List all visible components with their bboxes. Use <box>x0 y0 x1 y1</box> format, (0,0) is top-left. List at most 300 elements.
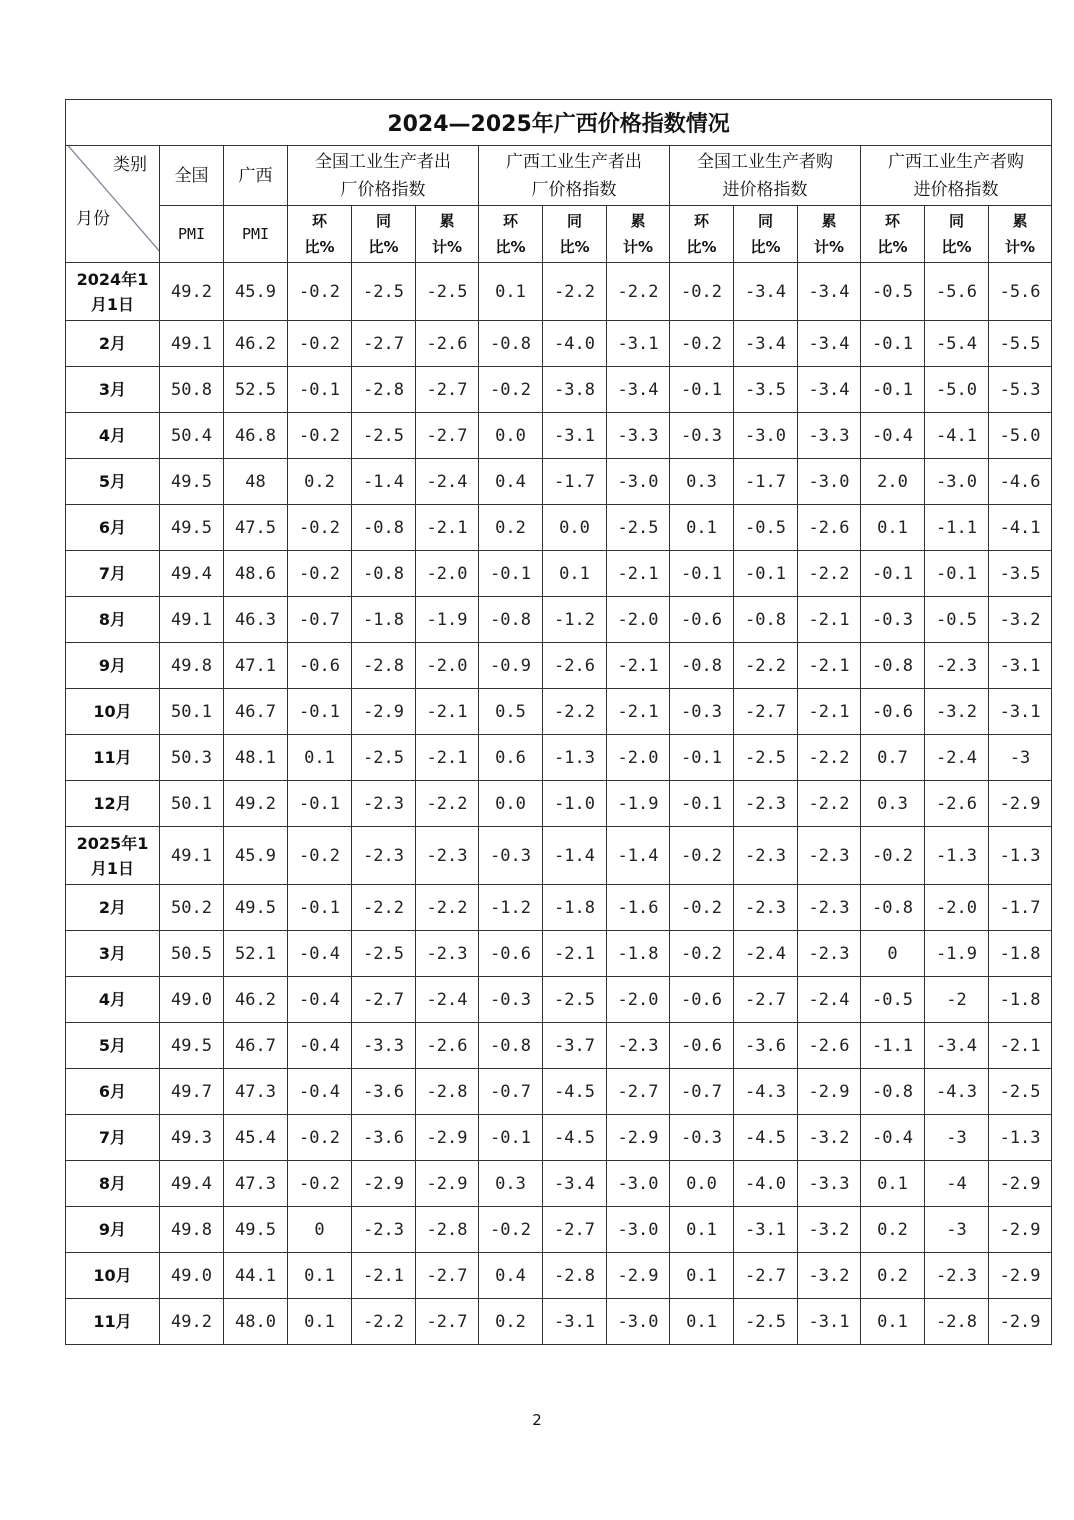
value-cell: -0.6 <box>861 689 925 735</box>
value-cell: 44.1 <box>224 1253 288 1299</box>
value-cell: -4.3 <box>925 1069 989 1115</box>
row-label <box>66 931 160 977</box>
value-cell: -0.1 <box>861 551 925 597</box>
value-cell: -0.1 <box>670 781 734 827</box>
subheader-mom-bottom: 比% <box>686 238 717 256</box>
value-cell: -3.1 <box>543 1299 607 1345</box>
value-cell: -0.6 <box>670 977 734 1023</box>
value-cell: 49.8 <box>160 643 224 689</box>
value-cell: -4.0 <box>734 1161 798 1207</box>
value-cell: -2.5 <box>989 1069 1052 1115</box>
group-national-ppi-out-line2: 厂价格指数 <box>340 179 426 200</box>
value-cell: -2.3 <box>352 781 416 827</box>
value-cell: -0.2 <box>288 1161 352 1207</box>
value-cell: -0.7 <box>479 1069 543 1115</box>
value-cell: 48.6 <box>224 551 288 597</box>
subheader-row <box>66 206 1052 263</box>
value-cell: -5.5 <box>989 321 1052 367</box>
value-cell: -0.2 <box>288 263 352 321</box>
row-label-line: 8月 <box>98 1174 127 1193</box>
value-cell: -2.6 <box>416 321 479 367</box>
value-cell: -2.2 <box>416 885 479 931</box>
row-label-line: 10月 <box>93 1266 132 1285</box>
value-cell: 49.0 <box>160 977 224 1023</box>
value-cell: 52.5 <box>224 367 288 413</box>
value-cell: -2.9 <box>989 781 1052 827</box>
value-cell: 49.5 <box>160 1023 224 1069</box>
value-cell: -0.6 <box>670 597 734 643</box>
table-title: 2024—2025年广西价格指数情况 <box>66 100 1052 146</box>
value-cell: -1.7 <box>543 459 607 505</box>
value-cell: 49.1 <box>160 597 224 643</box>
subheader-cum-bottom: 计% <box>431 238 463 256</box>
value-cell: -4.1 <box>989 505 1052 551</box>
value-cell: -3.4 <box>798 263 861 321</box>
table-body <box>66 263 1052 1345</box>
value-cell: 0.2 <box>288 459 352 505</box>
table-row <box>66 263 1052 321</box>
value-cell: -4.6 <box>989 459 1052 505</box>
value-cell: -0.5 <box>734 505 798 551</box>
value-cell: -2.3 <box>798 827 861 885</box>
value-cell: -2.9 <box>989 1161 1052 1207</box>
value-cell: 0.1 <box>861 1161 925 1207</box>
value-cell: -0.2 <box>479 367 543 413</box>
value-cell: -0.2 <box>670 263 734 321</box>
value-cell: 0.2 <box>479 505 543 551</box>
value-cell: 0.0 <box>479 413 543 459</box>
value-cell: -2.1 <box>352 1253 416 1299</box>
value-cell: -2.6 <box>798 1023 861 1069</box>
value-cell: 0.0 <box>543 505 607 551</box>
subheader-mom-g4 <box>861 206 925 263</box>
value-cell: -2.2 <box>543 263 607 321</box>
value-cell: -2.1 <box>416 735 479 781</box>
value-cell: -2.7 <box>734 689 798 735</box>
value-cell: -0.2 <box>288 1115 352 1161</box>
value-cell: -2.5 <box>607 505 670 551</box>
value-cell: -5.6 <box>925 263 989 321</box>
table-row <box>66 735 1052 781</box>
value-cell: -3.2 <box>798 1207 861 1253</box>
value-cell: -1.9 <box>416 597 479 643</box>
row-label-line: 4月 <box>98 426 127 445</box>
value-cell: -2.9 <box>989 1253 1052 1299</box>
value-cell: -4 <box>925 1161 989 1207</box>
value-cell: 0.1 <box>288 735 352 781</box>
value-cell: 0.5 <box>479 689 543 735</box>
row-label-line: 9月 <box>98 1220 127 1239</box>
value-cell: -2.4 <box>734 931 798 977</box>
value-cell: 49.3 <box>160 1115 224 1161</box>
subheader-yoy-g2 <box>543 206 607 263</box>
value-cell: -2.1 <box>989 1023 1052 1069</box>
value-cell: 50.3 <box>160 735 224 781</box>
value-cell: -3.3 <box>798 413 861 459</box>
value-cell: -2.2 <box>798 735 861 781</box>
value-cell: -0.2 <box>670 827 734 885</box>
value-cell: -3.0 <box>607 1161 670 1207</box>
value-cell: -2.1 <box>607 551 670 597</box>
value-cell: -1.4 <box>607 827 670 885</box>
group-guangxi-ppi-out-line1: 广西工业生产者出 <box>506 151 642 172</box>
value-cell: -2.8 <box>543 1253 607 1299</box>
subheader-cum-g3 <box>798 206 861 263</box>
row-label <box>66 1253 160 1299</box>
value-cell: -0.1 <box>925 551 989 597</box>
value-cell: 0.3 <box>479 1161 543 1207</box>
row-label-line: 2025年1 <box>76 833 149 853</box>
value-cell: 50.8 <box>160 367 224 413</box>
value-cell: 0.0 <box>670 1161 734 1207</box>
subheader-mom-top: 环 <box>884 212 900 230</box>
value-cell: -2.5 <box>734 735 798 781</box>
value-cell: 50.2 <box>160 885 224 931</box>
subheader-mom-bottom: 比% <box>877 238 908 256</box>
row-label-line: 3月 <box>98 944 127 963</box>
table-row <box>66 367 1052 413</box>
value-cell: -3.3 <box>607 413 670 459</box>
table-row <box>66 885 1052 931</box>
value-cell: -2.1 <box>798 597 861 643</box>
subheader-cum-top: 累 <box>1012 212 1028 230</box>
value-cell: -2.7 <box>416 1253 479 1299</box>
value-cell: -2.6 <box>416 1023 479 1069</box>
subheader-mom-bottom: 比% <box>304 238 335 256</box>
value-cell: -3.6 <box>352 1069 416 1115</box>
value-cell: 45.9 <box>224 263 288 321</box>
value-cell: -0.8 <box>479 321 543 367</box>
value-cell: -4.3 <box>734 1069 798 1115</box>
value-cell: -0.8 <box>352 551 416 597</box>
table-row <box>66 643 1052 689</box>
subheader-cum-g1 <box>416 206 479 263</box>
value-cell: -3.0 <box>607 1299 670 1345</box>
value-cell: -4.0 <box>543 321 607 367</box>
value-cell: -0.3 <box>479 827 543 885</box>
subheader-yoy-bottom: 比% <box>368 238 399 256</box>
value-cell: -0.5 <box>925 597 989 643</box>
row-label <box>66 1299 160 1345</box>
table-row <box>66 689 1052 735</box>
value-cell: 0.6 <box>479 735 543 781</box>
value-cell: -2.1 <box>607 643 670 689</box>
row-label <box>66 1161 160 1207</box>
value-cell: -2.3 <box>352 827 416 885</box>
value-cell: -2.7 <box>352 321 416 367</box>
value-cell: -1.8 <box>607 931 670 977</box>
value-cell: -3.1 <box>798 1299 861 1345</box>
value-cell: -2.3 <box>925 1253 989 1299</box>
value-cell: -0.1 <box>861 321 925 367</box>
value-cell: 49.5 <box>224 1207 288 1253</box>
value-cell: -2.9 <box>989 1207 1052 1253</box>
group-national-ppi-out-line1: 全国工业生产者出 <box>315 151 451 172</box>
value-cell: -2.3 <box>734 885 798 931</box>
value-cell: -2.1 <box>416 689 479 735</box>
value-cell: -1.8 <box>352 597 416 643</box>
table-row <box>66 321 1052 367</box>
value-cell: -3.2 <box>798 1253 861 1299</box>
value-cell: -0.2 <box>479 1207 543 1253</box>
row-label <box>66 781 160 827</box>
value-cell: -2.5 <box>352 413 416 459</box>
value-cell: 0.0 <box>479 781 543 827</box>
row-label-line: 11月 <box>93 748 132 767</box>
group-national-ppi-in-line1: 全国工业生产者购 <box>697 151 833 172</box>
row-label-line: 月1日 <box>90 858 135 878</box>
value-cell: -0.2 <box>861 827 925 885</box>
value-cell: -0.7 <box>670 1069 734 1115</box>
value-cell: 0.1 <box>670 1253 734 1299</box>
value-cell: 49.2 <box>160 1299 224 1345</box>
table-row <box>66 551 1052 597</box>
row-label <box>66 885 160 931</box>
value-cell: -3 <box>989 735 1052 781</box>
value-cell: -5.3 <box>989 367 1052 413</box>
value-cell: 0.4 <box>479 1253 543 1299</box>
value-cell: 0.1 <box>288 1253 352 1299</box>
value-cell: -2.5 <box>416 263 479 321</box>
value-cell: -3.1 <box>989 689 1052 735</box>
value-cell: 49.1 <box>160 827 224 885</box>
value-cell: -3.5 <box>734 367 798 413</box>
value-cell: -3.2 <box>989 597 1052 643</box>
row-label-line: 9月 <box>98 656 127 675</box>
value-cell: -2.5 <box>352 735 416 781</box>
value-cell: -2.3 <box>798 885 861 931</box>
value-cell: -1.3 <box>543 735 607 781</box>
value-cell: 46.2 <box>224 321 288 367</box>
value-cell: -1.7 <box>734 459 798 505</box>
row-label <box>66 367 160 413</box>
value-cell: 49.8 <box>160 1207 224 1253</box>
row-label-line: 2月 <box>98 334 127 353</box>
value-cell: 49.5 <box>224 885 288 931</box>
value-cell: -2.4 <box>416 977 479 1023</box>
table-row <box>66 459 1052 505</box>
table-row <box>66 597 1052 643</box>
value-cell: 0.7 <box>861 735 925 781</box>
value-cell: -3.4 <box>734 321 798 367</box>
table-row <box>66 505 1052 551</box>
value-cell: -2.9 <box>416 1115 479 1161</box>
group-guangxi-ppi-in <box>861 146 1052 206</box>
value-cell: -0.8 <box>734 597 798 643</box>
value-cell: -0.4 <box>288 1023 352 1069</box>
value-cell: -4.5 <box>543 1115 607 1161</box>
value-cell: -2.9 <box>352 1161 416 1207</box>
value-cell: -2.5 <box>734 1299 798 1345</box>
value-cell: -1.1 <box>861 1023 925 1069</box>
value-cell: -1.2 <box>543 597 607 643</box>
value-cell: -3.0 <box>607 459 670 505</box>
pmi-guangxi-header: PMI <box>224 206 288 263</box>
value-cell: -0.3 <box>670 689 734 735</box>
value-cell: 50.4 <box>160 413 224 459</box>
value-cell: -0.1 <box>670 367 734 413</box>
subheader-cum-top: 累 <box>821 212 837 230</box>
value-cell: 52.1 <box>224 931 288 977</box>
group-guangxi-ppi-out <box>479 146 670 206</box>
value-cell: -0.2 <box>288 551 352 597</box>
value-cell: 0.2 <box>479 1299 543 1345</box>
row-label-line: 4月 <box>98 990 127 1009</box>
value-cell: 0.4 <box>479 459 543 505</box>
value-cell: 49.5 <box>160 505 224 551</box>
subheader-yoy-bottom: 比% <box>559 238 590 256</box>
value-cell: -3.4 <box>798 367 861 413</box>
value-cell: -3.3 <box>798 1161 861 1207</box>
value-cell: -2.4 <box>925 735 989 781</box>
value-cell: -0.4 <box>288 931 352 977</box>
value-cell: -0.3 <box>670 1115 734 1161</box>
row-label-line: 5月 <box>98 1036 127 1055</box>
value-cell: -2.5 <box>352 931 416 977</box>
value-cell: -0.2 <box>670 931 734 977</box>
row-label-line: 3月 <box>98 380 127 399</box>
value-cell: -3.4 <box>798 321 861 367</box>
value-cell: -2.4 <box>416 459 479 505</box>
value-cell: 0.1 <box>861 1299 925 1345</box>
value-cell: 46.8 <box>224 413 288 459</box>
group-national-ppi-in-line2: 进价格指数 <box>722 179 808 200</box>
value-cell: -3.6 <box>734 1023 798 1069</box>
value-cell: -2.4 <box>798 977 861 1023</box>
value-cell: -2.2 <box>416 781 479 827</box>
value-cell: -2.6 <box>543 643 607 689</box>
value-cell: -0.2 <box>670 321 734 367</box>
row-label <box>66 505 160 551</box>
value-cell: 46.3 <box>224 597 288 643</box>
value-cell: -0.2 <box>670 885 734 931</box>
value-cell: 50.1 <box>160 689 224 735</box>
value-cell: -0.2 <box>288 827 352 885</box>
group-guangxi-ppi-in-line1: 广西工业生产者购 <box>888 151 1025 172</box>
value-cell: -1.9 <box>607 781 670 827</box>
value-cell: -2.6 <box>925 781 989 827</box>
value-cell: -3.3 <box>352 1023 416 1069</box>
value-cell: -2.9 <box>989 1299 1052 1345</box>
row-label-line: 2024年1 <box>76 269 149 289</box>
value-cell: 0 <box>288 1207 352 1253</box>
value-cell: -2.5 <box>352 263 416 321</box>
value-cell: -2.9 <box>798 1069 861 1115</box>
table-row <box>66 1253 1052 1299</box>
value-cell: 0.1 <box>670 1299 734 1345</box>
value-cell: -4.5 <box>543 1069 607 1115</box>
value-cell: -0.9 <box>479 643 543 689</box>
value-cell: -0.4 <box>288 977 352 1023</box>
value-cell: 48.0 <box>224 1299 288 1345</box>
value-cell: -2.2 <box>734 643 798 689</box>
value-cell: 48.1 <box>224 735 288 781</box>
value-cell: -3.5 <box>989 551 1052 597</box>
value-cell: 0.2 <box>861 1253 925 1299</box>
table-row <box>66 1115 1052 1161</box>
value-cell: -3.6 <box>352 1115 416 1161</box>
value-cell: 0.1 <box>670 505 734 551</box>
value-cell: 0.1 <box>543 551 607 597</box>
value-cell: -3.2 <box>798 1115 861 1161</box>
value-cell: -0.4 <box>288 1069 352 1115</box>
subheader-cum-bottom: 计% <box>1005 238 1036 256</box>
value-cell: 0.1 <box>670 1207 734 1253</box>
value-cell: -2.1 <box>798 689 861 735</box>
value-cell: -0.1 <box>288 885 352 931</box>
value-cell: -1.4 <box>352 459 416 505</box>
value-cell: 49.0 <box>160 1253 224 1299</box>
value-cell: 45.9 <box>224 827 288 885</box>
value-cell: 47.3 <box>224 1069 288 1115</box>
row-label <box>66 735 160 781</box>
row-label-line: 10月 <box>93 702 132 721</box>
value-cell: 49.4 <box>160 551 224 597</box>
value-cell: -0.8 <box>479 1023 543 1069</box>
value-cell: -4.5 <box>734 1115 798 1161</box>
subheader-yoy-g4 <box>925 206 989 263</box>
value-cell: 45.4 <box>224 1115 288 1161</box>
value-cell: -2.8 <box>352 643 416 689</box>
row-label <box>66 689 160 735</box>
value-cell: -2.7 <box>734 1253 798 1299</box>
pmi-national-header: PMI <box>160 206 224 263</box>
value-cell: -2.0 <box>607 735 670 781</box>
value-cell: -2.3 <box>734 827 798 885</box>
value-cell: 0.1 <box>288 1299 352 1345</box>
subheader-yoy-top: 同 <box>566 212 582 230</box>
value-cell: -2.9 <box>416 1161 479 1207</box>
price-index-sheet <box>65 99 1052 1345</box>
row-label-line: 6月 <box>98 518 127 537</box>
value-cell: -0.2 <box>288 321 352 367</box>
value-cell: 46.7 <box>224 689 288 735</box>
value-cell: 49.4 <box>160 1161 224 1207</box>
value-cell: -3 <box>925 1115 989 1161</box>
table-row <box>66 827 1052 885</box>
group-national-ppi-out <box>288 146 479 206</box>
group-guangxi-ppi-in-line2: 进价格指数 <box>913 179 999 200</box>
value-cell: -0.8 <box>479 597 543 643</box>
value-cell: -2.1 <box>543 931 607 977</box>
value-cell: -1.8 <box>989 977 1052 1023</box>
value-cell: 0.1 <box>861 505 925 551</box>
value-cell: 47.5 <box>224 505 288 551</box>
value-cell: -0.8 <box>352 505 416 551</box>
row-label <box>66 551 160 597</box>
row-label-line: 5月 <box>98 472 127 491</box>
value-cell: -2.3 <box>607 1023 670 1069</box>
subheader-mom-bottom: 比% <box>495 238 526 256</box>
value-cell: -2.3 <box>734 781 798 827</box>
value-cell: -2.3 <box>798 931 861 977</box>
row-label-line: 12月 <box>93 794 132 813</box>
value-cell: -3.8 <box>543 367 607 413</box>
subheader-mom-g3 <box>670 206 734 263</box>
value-cell: -2.9 <box>352 689 416 735</box>
value-cell: 49.2 <box>160 263 224 321</box>
value-cell: -0.7 <box>288 597 352 643</box>
value-cell: -1.9 <box>925 931 989 977</box>
subheader-cum-top: 累 <box>439 212 455 230</box>
value-cell: -2.2 <box>607 263 670 321</box>
value-cell: -3.1 <box>543 413 607 459</box>
row-label <box>66 1069 160 1115</box>
row-label-line: 2月 <box>98 898 127 917</box>
row-label <box>66 977 160 1023</box>
value-cell: -0.1 <box>288 689 352 735</box>
row-label <box>66 1207 160 1253</box>
